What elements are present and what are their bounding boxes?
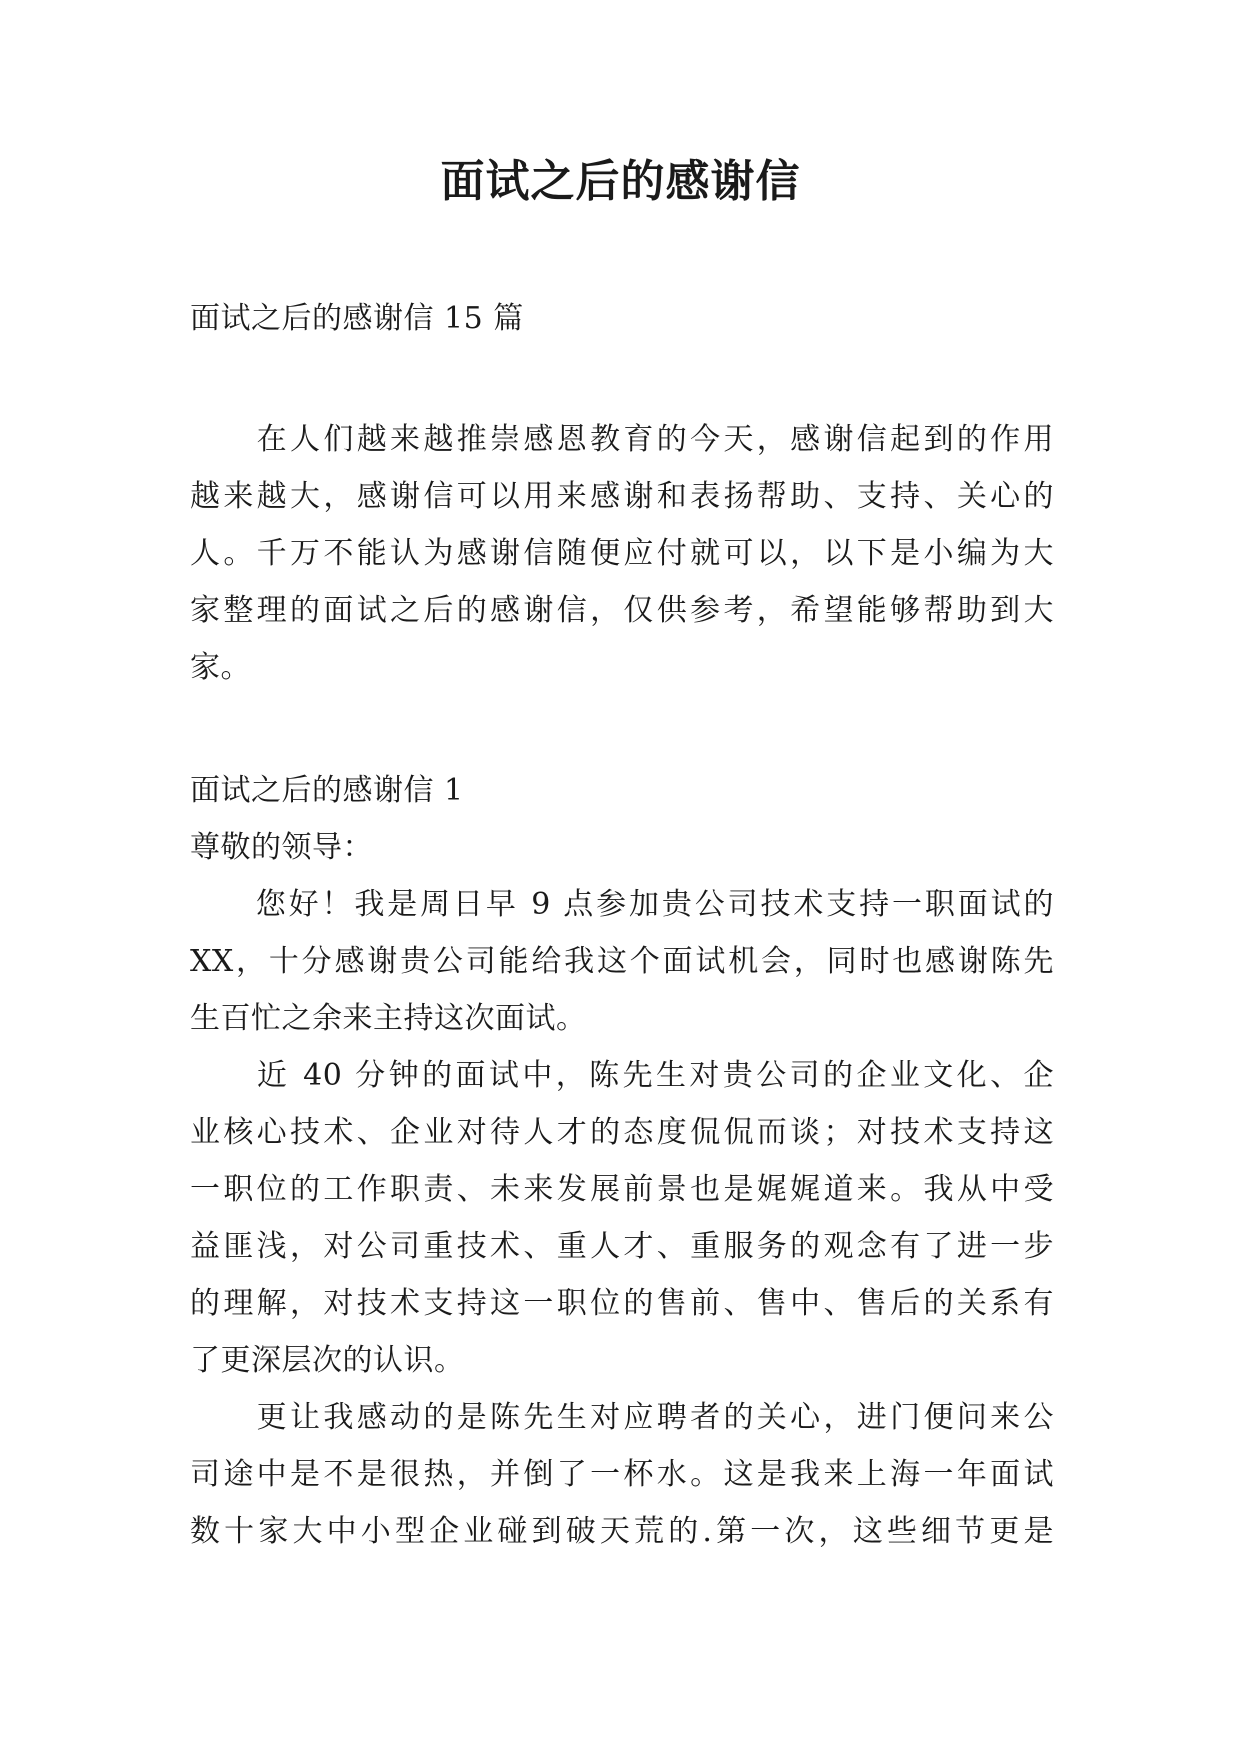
document-title: 面试之后的感谢信 <box>440 156 801 207</box>
paragraph-line: 的理解，对技术支持这一职位的售前、售中、售后的关系有 <box>190 1286 1054 1321</box>
paragraph-line: 在人们越来越推崇感恩教育的今天，感谢信起到的作用 <box>190 422 1054 457</box>
salutation: 尊敬的领导： <box>190 830 373 865</box>
paragraph-line: 近 40 分钟的面试中，陈先生对贵公司的企业文化、企 <box>190 1058 1054 1093</box>
paragraph-line: 业核心技术、企业对待人才的态度侃侃而谈；对技术支持这 <box>190 1115 1054 1150</box>
paragraph-line: 数十家大中小型企业碰到破天荒的.第一次，这些细节更是 <box>190 1514 1054 1549</box>
paragraph-line: 益匪浅，对公司重技术、重人才、重服务的观念有了进一步 <box>190 1229 1054 1264</box>
spacer <box>190 347 1054 411</box>
letter-paragraph-2 <box>190 1047 1054 1389</box>
paragraph-line: 家整理的面试之后的感谢信，仅供参考，希望能够帮助到大 <box>190 593 1054 628</box>
paragraph-line: 人。千万不能认为感谢信随便应付就可以，以下是小编为大 <box>190 536 1054 571</box>
paragraph-line: 您好！我是周日早 9 点参加贵公司技术支持一职面试的 <box>190 887 1054 922</box>
document-subtitle: 面试之后的感谢信 15 篇 <box>190 301 524 336</box>
paragraph-line: 司途中是不是很热，并倒了一杯水。这是我来上海一年面试 <box>190 1457 1054 1492</box>
letter-paragraph-1 <box>190 876 1054 1047</box>
paragraph-line: 越来越大，感谢信可以用来感谢和表扬帮助、支持、关心的 <box>190 479 1054 514</box>
paragraph-line: 了更深层次的认识。 <box>190 1343 465 1378</box>
paragraph-line: 更让我感动的是陈先生对应聘者的关心，进门便问来公 <box>190 1400 1054 1435</box>
section-title: 面试之后的感谢信 1 <box>190 773 464 808</box>
paragraph-line: 家。 <box>190 650 251 685</box>
spacer <box>190 696 1054 762</box>
paragraph-line: 生百忙之余来主持这次面试。 <box>190 1001 587 1036</box>
document-body <box>190 290 1054 1560</box>
letter-paragraph-3 <box>190 1389 1054 1560</box>
paragraph-line: XX，十分感谢贵公司能给我这个面试机会，同时也感谢陈先 <box>190 944 1054 979</box>
intro-paragraph <box>190 411 1054 696</box>
paragraph-line: 一职位的工作职责、未来发展前景也是娓娓道来。我从中受 <box>190 1172 1054 1207</box>
